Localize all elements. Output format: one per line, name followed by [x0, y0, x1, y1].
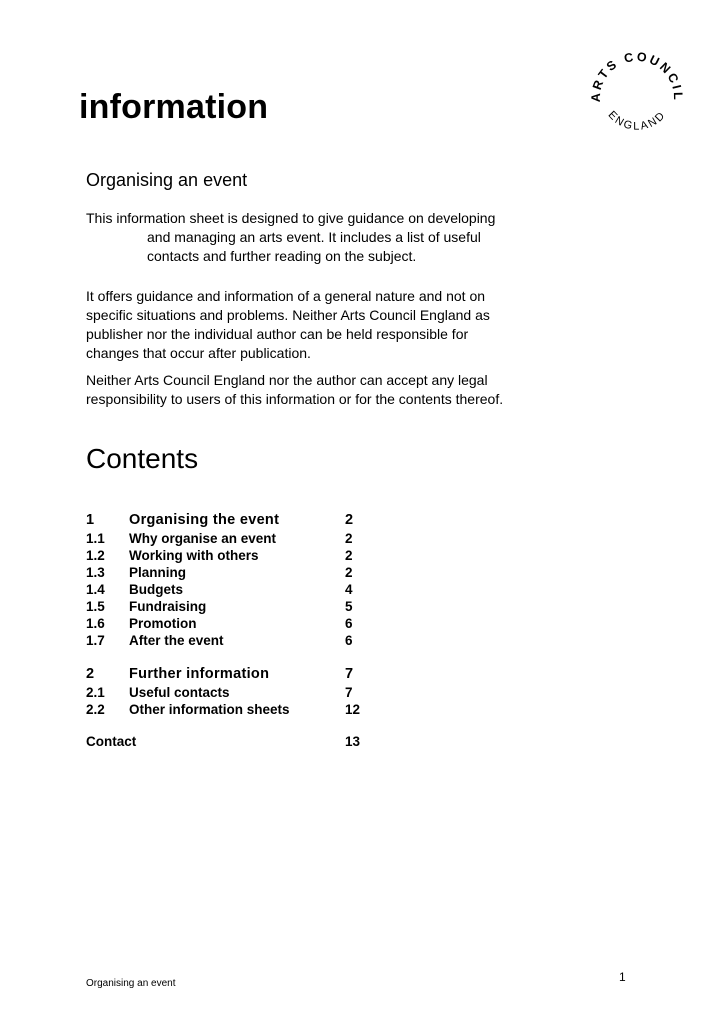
- arts-council-england-logo: [582, 38, 692, 148]
- toc-label: Organising the event: [129, 512, 280, 528]
- logo-top-text: ARTS COUNCIL: [588, 49, 686, 103]
- intro-paragraph-1-line: This information sheet is designed to give guidance on developing: [86, 210, 496, 226]
- intro-paragraph-3-line: Neither Arts Council England nor the author can accept any legal: [86, 372, 488, 388]
- intro-paragraph-2-line: specific situations and problems. Neither Arts Council England as: [86, 307, 490, 323]
- toc-number: 1.2: [86, 548, 105, 563]
- toc-page: 2: [345, 548, 353, 563]
- contents-heading: Contents: [86, 443, 199, 474]
- intro-paragraph-1: [86, 209, 556, 266]
- toc-label: Contact: [86, 734, 137, 749]
- toc-row[interactable]: [86, 632, 406, 649]
- toc-number: 1.3: [86, 565, 105, 580]
- toc-number: 1: [86, 512, 95, 528]
- toc-row[interactable]: [86, 684, 406, 701]
- toc-page: 13: [345, 734, 361, 749]
- toc-page: 6: [345, 616, 353, 631]
- toc-section-row[interactable]: [86, 510, 406, 530]
- toc-page: 2: [345, 565, 353, 580]
- toc-label: Further information: [129, 666, 270, 682]
- logo-graphic: [582, 38, 692, 148]
- intro-paragraph-3-line: responsibility to users of this information or for the contents thereof.: [86, 391, 504, 407]
- toc-page: 2: [345, 531, 353, 546]
- toc-label: Budgets: [129, 582, 183, 597]
- toc-row[interactable]: [86, 547, 406, 564]
- toc-label: Fundraising: [129, 599, 207, 614]
- intro-paragraph-1-line: contacts and further reading on the subject.: [147, 248, 417, 264]
- document-title: Organising an event: [86, 170, 248, 190]
- toc-page: 5: [345, 599, 353, 614]
- toc-page: 4: [345, 582, 353, 597]
- toc-number: 2.1: [86, 685, 105, 700]
- toc-page: 7: [345, 666, 354, 682]
- toc-label: Working with others: [129, 548, 259, 563]
- toc-number: 1.6: [86, 616, 105, 631]
- toc-row[interactable]: [86, 581, 406, 598]
- intro-paragraph-2-line: publisher nor the individual author can be held responsible for: [86, 326, 469, 342]
- toc-spacer: [86, 649, 406, 664]
- toc-label: Other information sheets: [129, 702, 290, 717]
- toc-page: 2: [345, 512, 354, 528]
- logo-bottom-text: ENGLAND: [605, 108, 669, 133]
- intro-paragraph-2-line: It offers guidance and information of a general nature and not on: [86, 288, 486, 304]
- toc-label: After the event: [129, 633, 224, 648]
- toc-page: 12: [345, 702, 361, 717]
- intro-paragraph-3: [86, 371, 556, 409]
- intro-paragraph-1-line: and managing an arts event. It includes a list of useful: [147, 229, 481, 245]
- toc-number: 1.5: [86, 599, 105, 614]
- toc-label: Why organise an event: [129, 531, 277, 546]
- toc-spacer: [86, 718, 406, 733]
- intro-paragraph-2: [86, 287, 556, 363]
- toc-row[interactable]: [86, 564, 406, 581]
- toc-page: 7: [345, 685, 353, 700]
- intro-paragraph-2-line: changes that occur after publication.: [86, 345, 311, 361]
- toc-contact-row[interactable]: [86, 733, 406, 750]
- toc-number: 2.2: [86, 702, 105, 717]
- footer-document-title: Organising an event: [86, 978, 176, 989]
- toc-row[interactable]: [86, 598, 406, 615]
- toc-row[interactable]: [86, 530, 406, 547]
- toc-label: Planning: [129, 565, 186, 580]
- toc-label: Promotion: [129, 616, 197, 631]
- toc-row[interactable]: [86, 701, 406, 718]
- toc-page: 6: [345, 633, 353, 648]
- page-number: 1: [619, 970, 626, 984]
- toc-section-row[interactable]: [86, 664, 406, 684]
- toc-row[interactable]: [86, 615, 406, 632]
- toc-number: 1.4: [86, 582, 105, 597]
- document-type-heading: information: [79, 88, 269, 126]
- toc-number: 1.7: [86, 633, 105, 648]
- toc-number: 1.1: [86, 531, 105, 546]
- toc-label: Useful contacts: [129, 685, 230, 700]
- toc-number: 2: [86, 666, 95, 682]
- table-of-contents: [86, 510, 406, 750]
